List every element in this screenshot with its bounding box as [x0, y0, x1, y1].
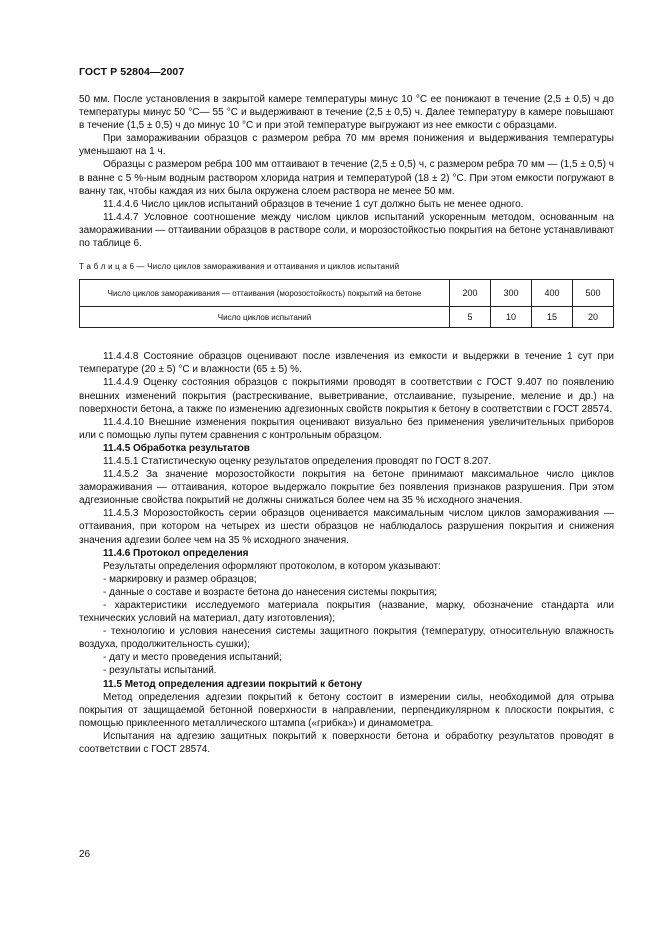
paragraph: - технологию и условия нанесения системы защитного покрытия (температуру, относительную влажность воздуха, продолжительность сушки);: [79, 626, 614, 651]
table-cell: 20: [573, 307, 614, 328]
paragraphs-top: [79, 93, 614, 250]
paragraph: - дату и место проведения испытаний;: [103, 652, 282, 664]
table-caption: Т а б л и ц а 6 — Число циклов замораживания и оттаивания и циклов испытаний: [79, 262, 400, 272]
table-row: [80, 307, 614, 328]
paragraph: 50 мм. После установления в закрытой камере температуры минус 10 °С ее понижают в течение (2,5 ± 0,5) ч до температуры минус 50 °С— 55 °С и выдерживают в течение (2,5 ± 0,5) ч. Далее температуру в камере повышают в течение (1,5 ± 0,5) ч до минус 10 °С и при этой температуре выгружают из нее емкости с образцами.: [79, 94, 614, 132]
document-header: ГОСТ Р 52804—2007: [79, 66, 185, 78]
paragraph: - маркировку и размер образцов;: [103, 573, 257, 585]
table-cell: 400: [532, 280, 573, 307]
paragraphs-bottom: [79, 350, 614, 756]
table-row: [80, 280, 614, 307]
paragraph: 11.4.4.9 Оценку состояния образцов с покрытиями проводят в соответствии с ГОСТ 9.407 по появлению внешних изменений покрытия (растрескивание, выветривание, отслаивание, пузырение, меление и др.) на поверхности бетона, а также по изменению адгезионных свойств покрытия к бетону в соответствии с ГОСТ 28574.: [79, 377, 614, 415]
paragraph: 11.4.5.3 Морозостойкость серии образцов оценивается максимальным числом циклов замораживания — оттаивания, при котором на четырех из шести образцов не наблюдалось разрушения покрытия и снижения значения адгезии более чем на 35 % исходного значения.: [79, 508, 614, 546]
paragraph: Метод определения адгезии покрытий к бетону состоит в измерении силы, необходимой для отрыва покрытия от защищаемой бетонной поверхности в направлении, перпендикулярном к плоскости покрытия, с помощью приклеенного металлического штампа («грибка») и динамометра.: [79, 691, 614, 729]
table-cell: 15: [532, 307, 573, 328]
paragraph: - результаты испытаний.: [103, 665, 217, 677]
paragraph: Результаты определения оформляют протоколом, в котором указывают:: [103, 560, 441, 572]
section-heading: 11.5 Метод определения адгезии покрытий к бетону: [103, 678, 362, 690]
section-heading: 11.4.5 Обработка результатов: [103, 442, 250, 454]
paragraph: - характеристики исследуемого материала покрытия (название, марку, обозначение стандарта или технических условий на материал, дату изготовления);: [79, 600, 614, 625]
table-cell: 10: [491, 307, 532, 328]
document-body: [79, 93, 614, 756]
paragraph: При замораживании образцов с размером ребра 70 мм время понижения и выдерживания температуры уменьшают на 1 ч.: [79, 133, 614, 158]
page-number: 26: [79, 849, 91, 860]
table-cell: 5: [450, 307, 491, 328]
section-heading: 11.4.6 Протокол определения: [103, 547, 249, 559]
paragraph: 11.4.4.8 Состояние образцов оценивают после извлечения из емкости и выдержки в течение 1 сут при температуре (20 ± 5) °С и влажности (65 ± 5) %.: [79, 351, 614, 376]
paragraph: 11.4.5.1 Статистическую оценку результатов определения проводят по ГОСТ 8.207.: [103, 455, 492, 467]
table-cell: 200: [450, 280, 491, 307]
table-cell: 300: [491, 280, 532, 307]
paragraph: - данные о составе и возрасте бетона до нанесения системы покрытия;: [103, 586, 438, 598]
table-row-label: Число циклов замораживания — оттаивания (морозостойкость) покрытий на бетоне: [80, 280, 450, 307]
table-cell: 500: [573, 280, 614, 307]
table-row-label: Число циклов испытаний: [80, 307, 450, 328]
paragraph: 11.4.4.7 Условное соотношение между числом циклов испытаний ускоренным методом, основанным на замораживании — оттаивании образцов в растворе соли, и морозостойкостью покрытия на бетоне устанавливают по таблице 6.: [79, 211, 614, 250]
cycles-table: [79, 279, 614, 328]
paragraph: 11.4.5.2 За значение морозостойкости покрытия на бетоне принимают максимальное число циклов замораживания — оттаивания, которое выдержало покрытие без появления признаков разрушения. При этом адгезионные свойства покрытий не должны снижаться более чем на 35 % исходного значения.: [79, 469, 614, 507]
paragraph: Испытания на адгезию защитных покрытий к поверхности бетона и обработку результатов проводят в соответствии с ГОСТ 28574.: [79, 730, 614, 756]
paragraph: 11.4.4.10 Внешние изменения покрытия оценивают визуально без применения увеличительных приборов или с помощью лупы путем сравнения с контрольным образцом.: [79, 416, 614, 441]
paragraph: 11.4.4.6 Число циклов испытаний образцов в течение 1 сут должно быть не менее одного.: [103, 198, 524, 210]
paragraph: Образцы с размером ребра 100 мм оттаивают в течение (2,5 ± 0,5) ч, с размером ребра 70 мм — (1,5 ± 0,5) ч в ванне с 5 %-ным водным раствором хлорида натрия и температурой (18 ± 2) °С. При этом емкости погружают в ванну так, чтобы каждая из них была окружена слоем раствора не менее 50 мм.: [79, 159, 614, 197]
